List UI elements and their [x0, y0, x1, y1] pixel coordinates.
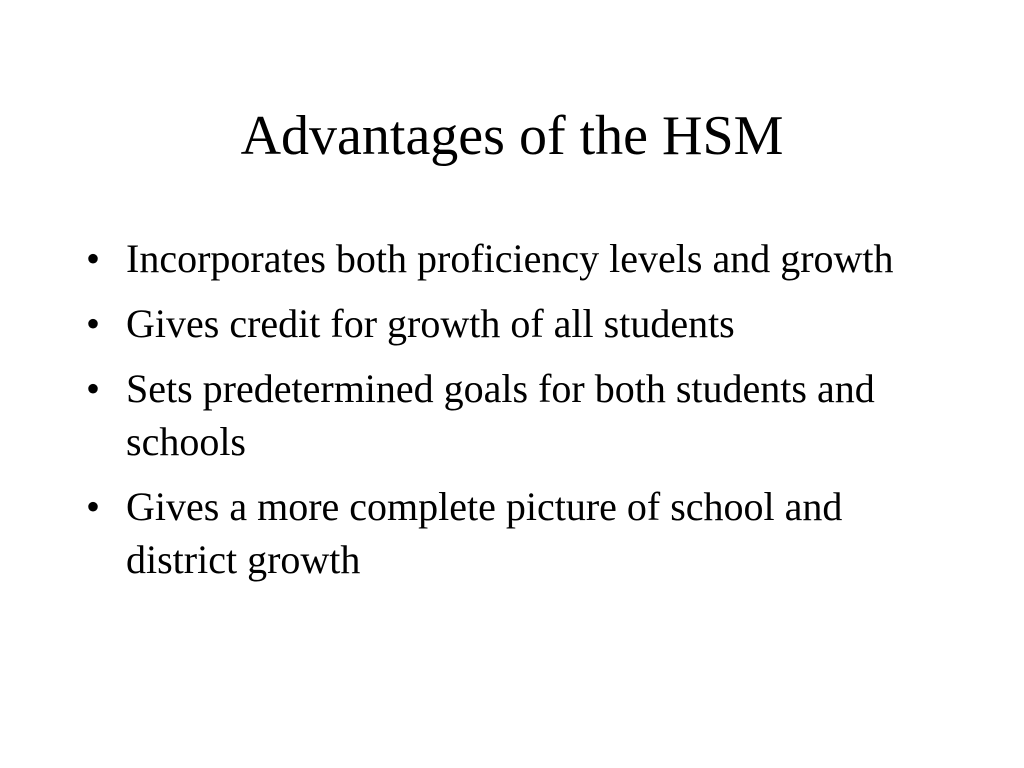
bullet-text: Sets predetermined goals for both students and schools: [126, 366, 875, 464]
bullet-list: [82, 232, 942, 598]
bullet-marker: •: [86, 301, 101, 346]
bullet-marker: •: [86, 236, 101, 281]
bullet-text: Incorporates both proficiency levels and growth: [126, 236, 894, 281]
bullet-item: [82, 297, 942, 350]
bullet-item: [82, 362, 942, 468]
bullet-item: [82, 480, 942, 586]
bullet-text: Gives a more complete picture of school and district growth: [126, 484, 843, 582]
slide-title: Advantages of the HSM: [240, 105, 784, 167]
bullet-item: [82, 232, 942, 285]
bullet-text: Gives credit for growth of all students: [126, 301, 735, 346]
bullet-marker: •: [86, 484, 101, 529]
bullet-marker: •: [86, 366, 101, 411]
